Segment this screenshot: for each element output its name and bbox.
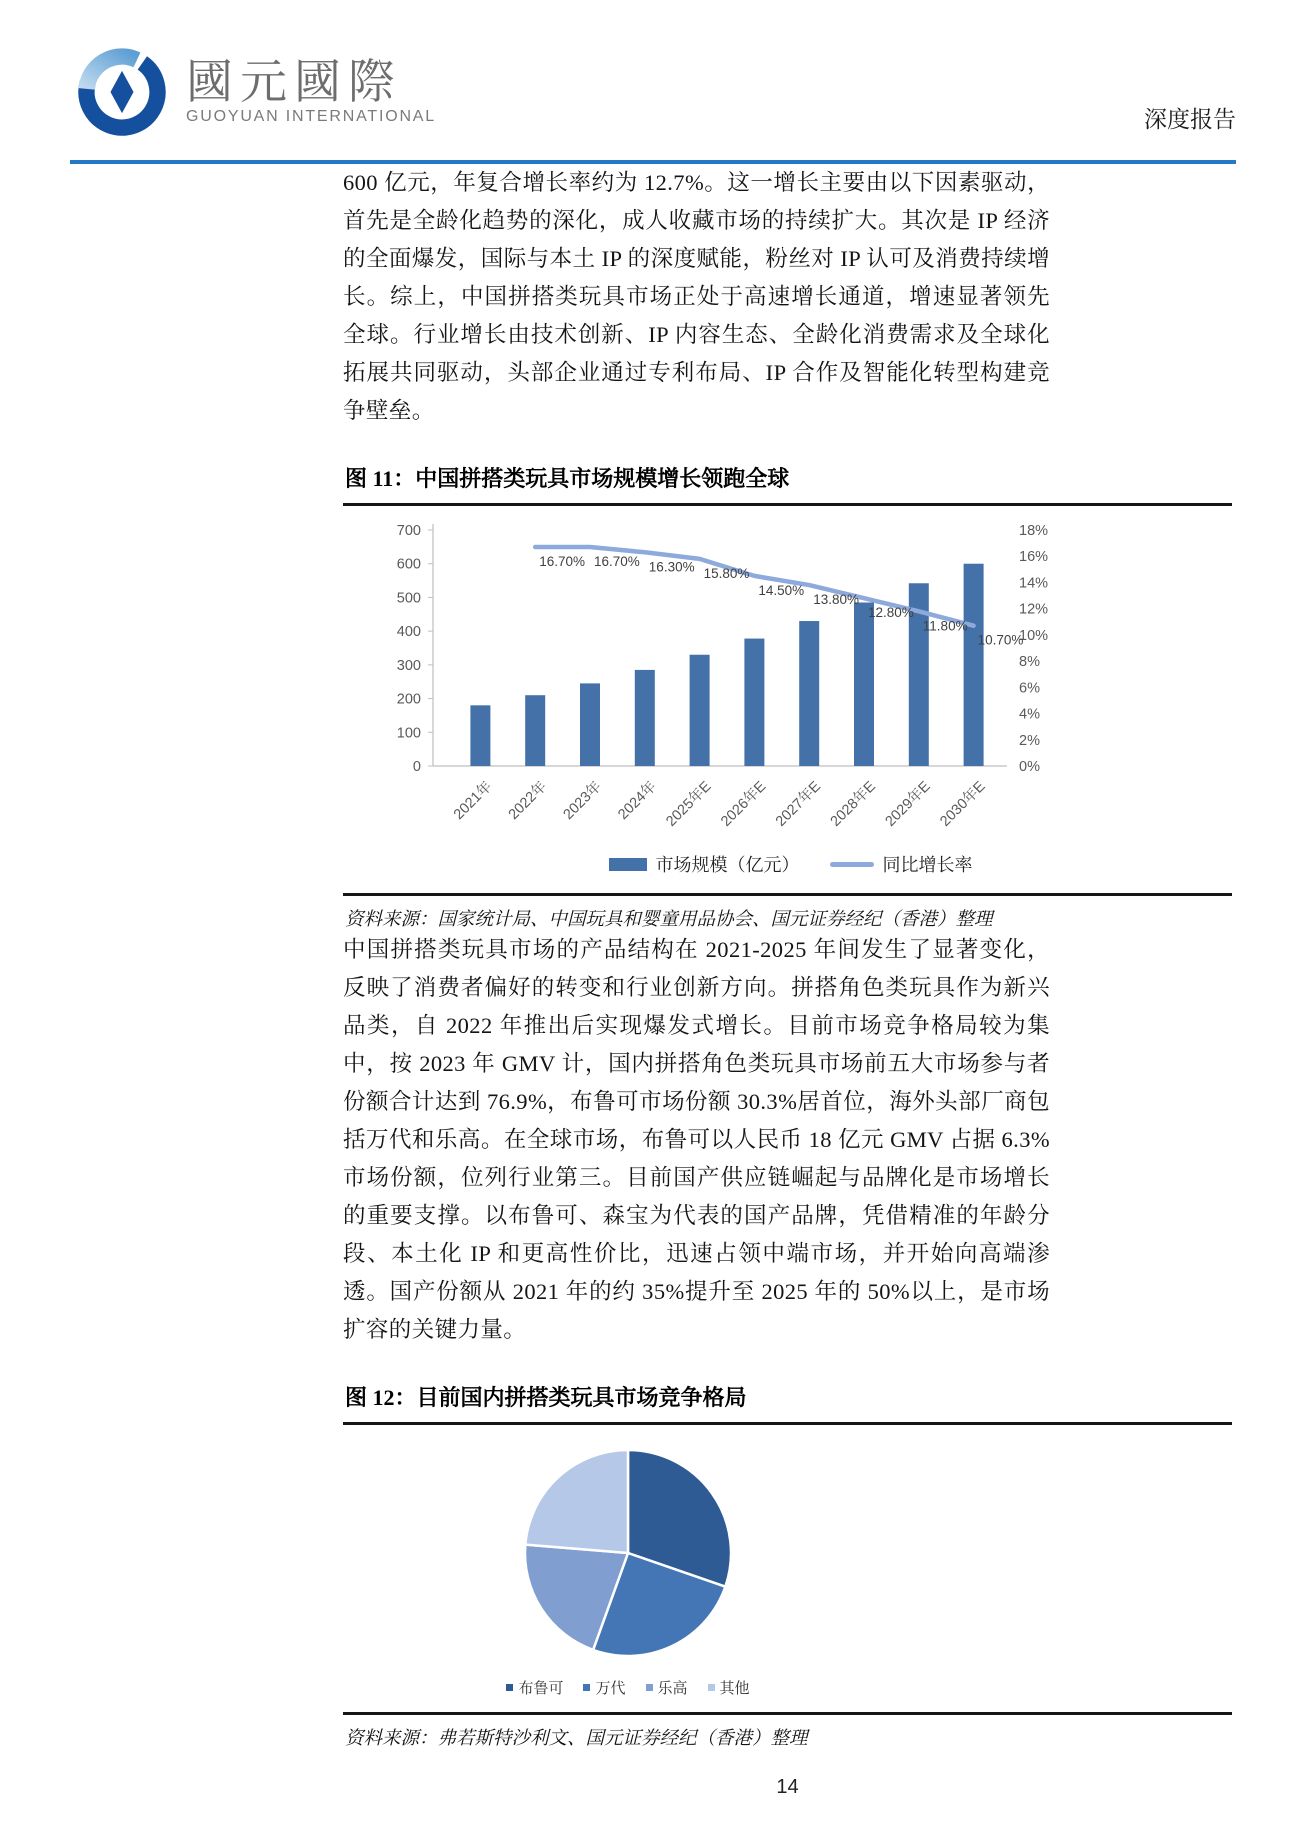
bar-series-label: 市场规模（亿元）	[655, 855, 800, 875]
bar-series-swatch	[609, 858, 647, 871]
figure-11-chart-area	[343, 506, 1232, 893]
others-swatch	[708, 1684, 715, 1691]
pie-chart-legend	[506, 1677, 749, 1698]
svg-text:2022年: 2022年	[505, 778, 551, 823]
svg-text:200: 200	[396, 691, 421, 708]
line-series-label: 同比增长率	[882, 855, 973, 875]
svg-text:11.80%: 11.80%	[922, 618, 968, 634]
svg-text:6%: 6%	[1019, 680, 1040, 697]
lego-label: 乐高	[657, 1681, 688, 1697]
figure-11-source: 资料来源：国家统计局、中国玩具和婴童用品协会、国元证券经纪（香港）整理	[345, 910, 993, 930]
svg-text:16.30%: 16.30%	[648, 559, 695, 575]
svg-text:16%: 16%	[1019, 549, 1049, 566]
svg-text:500: 500	[396, 590, 421, 607]
svg-text:2030年E: 2030年E	[937, 778, 989, 830]
svg-text:10%: 10%	[1019, 627, 1049, 644]
svg-text:2027年E: 2027年E	[772, 778, 825, 830]
line-series-swatch	[830, 862, 874, 867]
legend-item-bandai	[583, 1677, 625, 1698]
lego-swatch	[646, 1684, 653, 1691]
svg-text:0%: 0%	[1019, 759, 1040, 775]
figure-12-source: 资料来源：弗若斯特沙利文、国元证券经纪（香港）整理	[345, 1729, 808, 1749]
svg-text:2029年E: 2029年E	[882, 778, 934, 830]
svg-text:2025年E: 2025年E	[663, 778, 715, 830]
svg-text:16.70%: 16.70%	[539, 554, 585, 570]
svg-text:2024年: 2024年	[615, 778, 660, 823]
brand-name-en: GUOYUAN INTERNATIONAL	[186, 108, 436, 126]
svg-text:300: 300	[396, 657, 421, 674]
svg-text:12.80%: 12.80%	[868, 605, 914, 621]
bandai-label: 万代	[595, 1681, 626, 1697]
legend-item-others	[708, 1677, 750, 1698]
figure-12-caption: 图 12：目前国内拼搭类玩具市场竞争格局	[345, 1385, 747, 1410]
market-growth-chart	[349, 514, 1101, 846]
legend-item-bars	[609, 851, 800, 877]
others-label: 其他	[719, 1681, 750, 1697]
page-header	[0, 0, 1306, 146]
bluko-label: 布鲁可	[518, 1681, 564, 1697]
paragraph-competition: 中国拼搭类玩具市场的产品结构在 2021-2025 年间发生了显著变化，反映了消费者偏好的转变和行业创新方向。拼搭角色类玩具作为新兴品类，自 2022 年推出后实现爆发式增长。目前市场竞争格局较为集中，按 2023 年 GMV 计，国内拼搭角色类玩具市场前五大市场参与者份额合计达到 76.9%，布鲁可市场份额 30.3%居首位，海外头部厂商包括万代和乐高。在全球市场，布鲁可以人民币 18 亿元 GMV 占据 6.3%市场份额，位列行业第三。目前国产供应链崛起与品牌化是市场增长的重要支撑。以布鲁可、森宝为代表的国产品牌，凭借精准的年龄分段、本土化 IP 和更高性价比，迅速占领中端市场，并开始向高端渗透。国产份额从 2021 年的约 35%提升至 2025 年的 50%以上，是市场扩容的关键力量。	[343, 937, 1050, 1342]
legend-item-line	[830, 851, 973, 877]
figure-11	[343, 462, 1232, 931]
bandai-swatch	[583, 1684, 590, 1691]
svg-text:8%: 8%	[1019, 654, 1040, 671]
figure-12-chart-area	[343, 1425, 913, 1712]
svg-text:15.80%: 15.80%	[703, 565, 750, 581]
legend-item-lego	[646, 1677, 688, 1698]
svg-text:16.70%: 16.70%	[594, 554, 640, 570]
brand-text	[186, 54, 436, 127]
svg-text:13.80%: 13.80%	[813, 592, 859, 608]
competition-pie-chart	[458, 1443, 798, 1665]
svg-text:600: 600	[396, 556, 421, 573]
figure-11-caption: 图 11：中国拼搭类玩具市场规模增长领跑全球	[345, 466, 790, 491]
svg-text:2028年E: 2028年E	[827, 778, 879, 830]
page-number: 14	[776, 1776, 799, 1798]
svg-text:12%: 12%	[1019, 601, 1049, 618]
report-type-label: 深度报告	[1144, 107, 1236, 132]
paragraph-market-growth: 600 亿元，年复合增长率约为 12.7%。这一增长主要由以下因素驱动，首先是全龄化趋势的深化，成人收藏市场的持续扩大。其次是 IP 经济的全面爆发，国际与本土 IP 的深度赋能，粉丝对 IP 认可及消费持续增长。综上，中国拼搭类玩具市场正处于高速增长通道，增速显著领先全球。行业增长由技术创新、IP 内容生态、全龄化消费需求及全球化拓展共同驱动，头部企业通过专利布局、IP 合作及智能化转型构建竞争壁垒。	[343, 170, 1050, 423]
svg-text:14.50%: 14.50%	[758, 582, 805, 598]
guoyuan-logo-icon	[74, 44, 170, 140]
svg-text:14%: 14%	[1019, 575, 1049, 592]
main-content	[343, 164, 1232, 1799]
svg-text:2023年: 2023年	[560, 778, 605, 823]
svg-text:100: 100	[396, 725, 421, 742]
svg-text:2021年: 2021年	[450, 778, 496, 823]
svg-text:2%: 2%	[1019, 732, 1040, 749]
figure-12	[343, 1381, 1232, 1750]
combo-chart-legend	[349, 851, 1232, 893]
brand-name-cn: 國元國際	[186, 54, 402, 108]
svg-text:4%: 4%	[1019, 706, 1040, 723]
svg-text:0: 0	[412, 759, 421, 775]
svg-text:700: 700	[396, 523, 421, 539]
bluko-swatch	[506, 1684, 513, 1691]
svg-text:18%: 18%	[1019, 523, 1049, 539]
svg-text:10.70%: 10.70%	[977, 632, 1024, 648]
svg-text:400: 400	[396, 624, 421, 641]
svg-text:2026年E: 2026年E	[718, 778, 770, 830]
legend-item-bluko	[506, 1677, 563, 1698]
brand-logo	[74, 44, 436, 140]
